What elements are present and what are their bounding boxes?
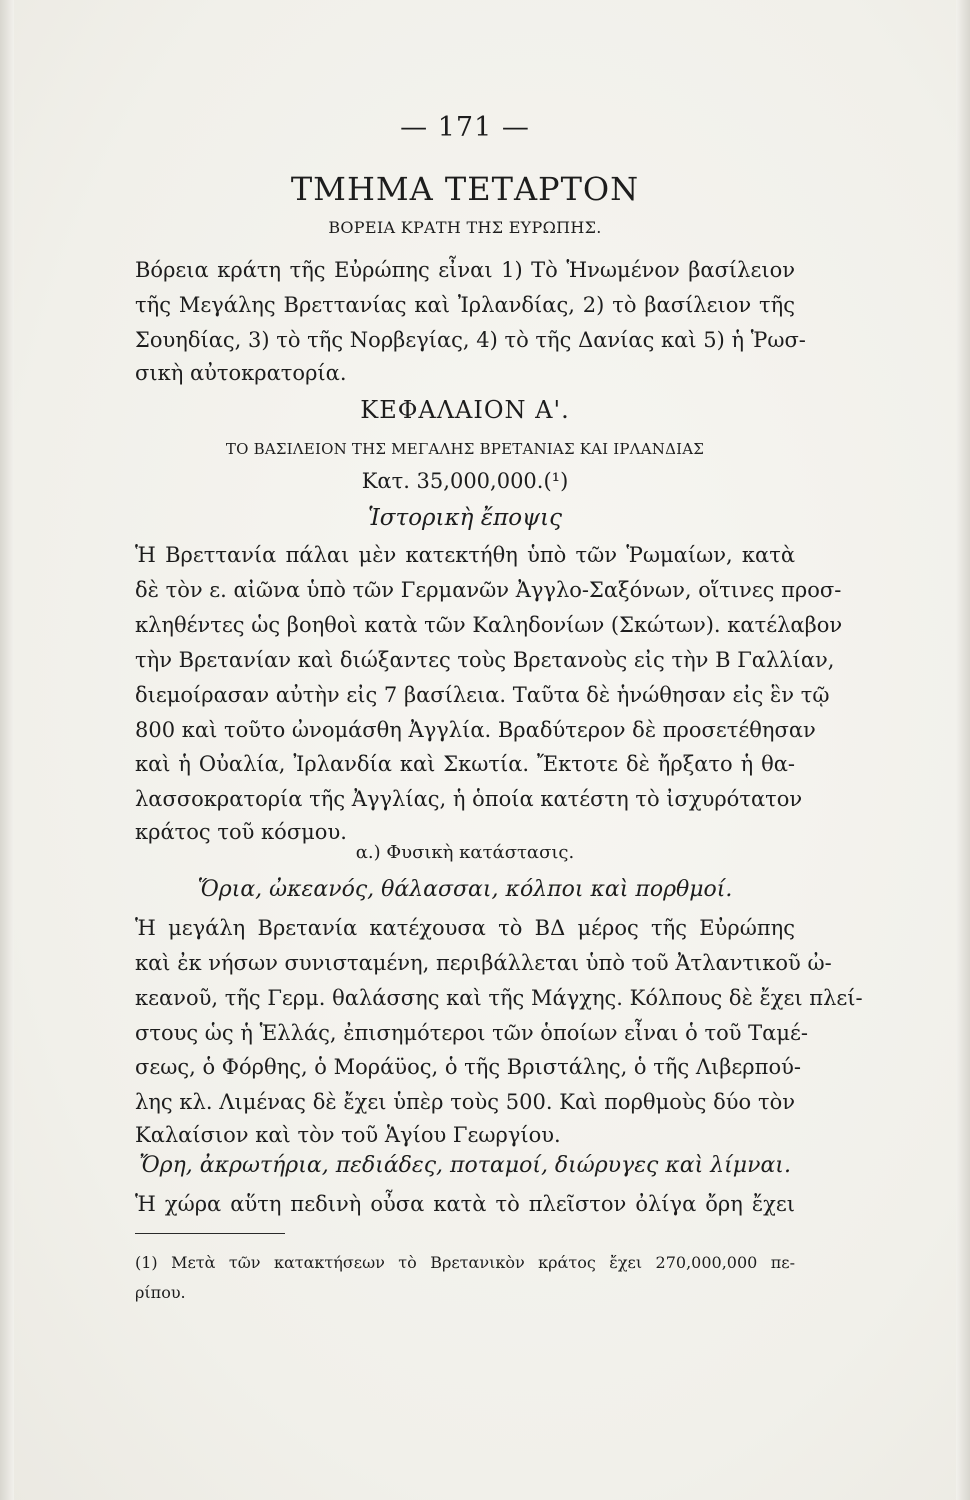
section-subheading: Ὅρια, ὠκεανός, θάλασσαι, κόλποι καὶ πορθμοί. xyxy=(197,877,733,902)
intro-line: Σουηδίας, 3) τὸ τῆς Νορβεγίας, 4) τὸ τῆς Δανίας καὶ 5) ἡ Ῥωσ- xyxy=(135,328,806,352)
page-edge-right xyxy=(956,0,970,1500)
history-heading: Ἱστορικὴ ἔποψις xyxy=(367,505,562,531)
history-line: λασσοκρατορία τῆς Ἀγγλίας, ἡ ὁποία κατέστη τὸ ἰσχυρότατον xyxy=(135,787,803,811)
part-subtitle: ΒΟΡΕΙΑ ΚΡΑΤΗ ΤΗΣ ΕΥΡΩΠΗΣ. xyxy=(328,218,602,237)
chapter-subtitle: ΤΟ ΒΑΣΙΛΕΙΟΝ ΤΗΣ ΜΕΓΑΛΗΣ ΒΡΕΤΑΝΙΑΣ ΚΑΙ ΙΡΛΑΝΔΙΑΣ xyxy=(225,440,705,458)
page-edge-left xyxy=(0,0,14,1500)
physical-line: λης κλ. Λιμένας δὲ ἔχει ὑπὲρ τοὺς 500. Καὶ πορθμοὺς δύο τὸν xyxy=(135,1090,795,1114)
section-heading: α.) Φυσικὴ κατάστασις. xyxy=(355,842,575,863)
physical-line: Ἡ χώρα αὕτη πεδινὴ οὖσα κατὰ τὸ πλεῖστον ὀλίγα ὄρη ἔχει xyxy=(135,1192,795,1216)
history-line: καὶ ἡ Οὐαλία, Ἰρλανδία καὶ Σκωτία. Ἔκτοτε δὲ ἤρξατο ἡ θα- xyxy=(135,752,795,776)
part-title: ΤΜΗΜΑ ΤΕΤΑΡΤΟΝ xyxy=(290,170,640,208)
history-line: δὲ τὸν ε. αἰῶνα ὑπὸ τῶν Γερμανῶν Ἀγγλο-Σαξόνων, οἵτινες προσ- xyxy=(135,578,842,602)
intro-line: τῆς Μεγάλης Βρεττανίας καὶ Ἰρλανδίας, 2) τὸ βασίλειον τῆς xyxy=(135,293,795,317)
history-line: διεμοίρασαν αὐτὴν εἰς 7 βασίλεια. Ταῦτα δὲ ἡνώθησαν εἰς ἓν τῷ xyxy=(135,683,830,707)
physical-line: Ἡ μεγάλη Βρετανία κατέχουσα τὸ ΒΔ μέρος τῆς Εὐρώπης xyxy=(135,916,795,940)
page-number: — 171 — xyxy=(400,112,530,143)
physical-line: στους ὡς ἡ Ἑλλάς, ἐπισημότεροι τῶν ὁποίων εἶναι ὁ τοῦ Ταμέ- xyxy=(135,1021,808,1045)
history-line: κράτος τοῦ κόσμου. xyxy=(135,820,347,844)
footnote-line: ρίπου. xyxy=(135,1283,186,1302)
physical-line: Καλαίσιον καὶ τὸν τοῦ Ἁγίου Γεωργίου. xyxy=(135,1123,561,1147)
physical-line: καὶ ἐκ νήσων συνισταμένη, περιβάλλεται ὑπὸ τοῦ Ἀτλαντικοῦ ὠ- xyxy=(135,951,832,975)
physical-line: σεως, ὁ Φόρθης, ὁ Μοράϋος, ὁ τῆς Βριστάλης, ὁ τῆς Λιβερπού- xyxy=(135,1055,801,1079)
history-line: Ἡ Βρεττανία πάλαι μὲν κατεκτήθη ὑπὸ τῶν Ῥωμαίων, κατὰ xyxy=(135,543,795,567)
history-line: τὴν Βρετανίαν καὶ διώξαντες τοὺς Βρετανοὺς εἰς τὴν Β Γαλλίαν, xyxy=(135,648,835,672)
population-note: Κατ. 35,000,000.(¹) xyxy=(361,469,569,493)
intro-line: σικὴ αὐτοκρατορία. xyxy=(135,361,347,385)
physical-line: κεανοῦ, τῆς Γερμ. θαλάσσης καὶ τῆς Μάγχης. Κόλπους δὲ ἔχει πλεί- xyxy=(135,986,863,1010)
history-line: κληθέντες ὡς βοηθοὶ κατὰ τῶν Καληδονίων (Σκώτων). κατέλαβον xyxy=(135,613,843,637)
section-subheading-2: Ὄρη, ἀκρωτήρια, πεδιάδες, ποταμοί, διώρυγες καὶ λίμναι. xyxy=(139,1153,791,1178)
chapter-title: ΚΕΦΑΛΑΙΟΝ Α'. xyxy=(360,396,570,424)
footnote-rule xyxy=(135,1233,285,1234)
footnote-line: (1) Μετὰ τῶν κατακτήσεων τὸ Βρετανικὸν κράτος ἔχει 270,000,000 πε- xyxy=(135,1253,795,1272)
history-line: 800 καὶ τοῦτο ὠνομάσθη Ἀγγλία. Βραδύτερον δὲ προσετέθησαν xyxy=(135,718,816,742)
intro-line: Βόρεια κράτη τῆς Εὐρώπης εἶναι 1) Τὸ Ἡνωμένον βασίλειον xyxy=(135,258,795,282)
